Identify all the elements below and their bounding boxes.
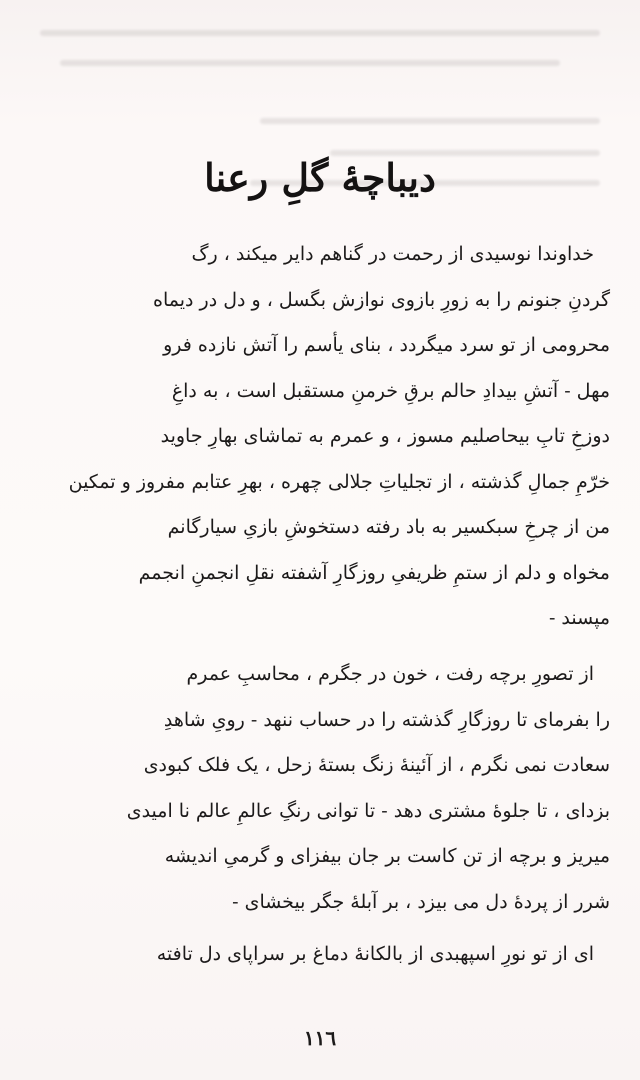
text-line: دوزخِ تابِ بیحاصلیم مسوز ، و عمرم به تماشای بهارِ جاوید: [160, 425, 610, 447]
text-line: ای از تو نورِ اسپهبدی از بالکانهٔ دماغ بر سراپای دل تافته: [156, 943, 594, 965]
paragraph-1: [30, 232, 610, 642]
text-line: از تصورِ برچه رفت ، خون در جگرم ، محاسبِ عمرم: [186, 663, 594, 685]
text-line: را بفرمای تا روزگارِ گذشته را در حساب ننهد - رویِ شاهدِ: [163, 708, 610, 731]
text-line: مخواه و دلم از ستمِ ظریفیِ روزگارِ آشفته نقلِ انجمنِ انجمم: [138, 561, 610, 584]
text-line: محرومی از تو سرد میگردد ، بنای یأسم را آتش نازده فرو: [163, 334, 610, 356]
page-number: ۱۱٦: [303, 1026, 337, 1050]
text-line: بزدای ، تا جلوهٔ مشتری دهد - تا توانی رنگِ عالمِ عالم نا امیدی: [126, 799, 610, 822]
text-line: من از چرخِ سبکسیر به باد رفته دستخوشِ بازیِ سیارگانم: [167, 516, 610, 538]
text-line: گردنِ جنونم را به زورِ بازوی نوازش بگسل ، و دل در دیماه: [153, 288, 610, 311]
paragraph-2: [30, 652, 610, 925]
text-line: میریز و برچه از تن کاست بر جان بیفزای و گرمیِ اندیشه: [164, 845, 610, 867]
text-line: سعادت نمی نگرم ، از آئینهٔ زنگ بستهٔ زحل ، یک فلک کبودی: [143, 754, 610, 776]
page-title: دیباچهٔ گلِ رعنا: [204, 155, 436, 201]
paragraph-3: [30, 932, 610, 978]
text-line: مهل - آتشِ بیدادِ حالم برقِ خرمنِ مستقبل است ، به داغِ: [171, 379, 610, 402]
text-line: خداوندا نوسیدی از رحمت در گناهم دایر میکند ، رگ: [191, 243, 594, 265]
text-line: خرّمِ جمالِ گذشته ، از تجلیاتِ جلالی چهره ، بهرِ عتابم مفروز و تمکین: [68, 470, 610, 493]
text-line: مپسند -: [548, 607, 610, 629]
text-line: شرر از پردهٔ دل می بیزد ، بر آبلهٔ جگر بیخشای -: [232, 890, 610, 913]
